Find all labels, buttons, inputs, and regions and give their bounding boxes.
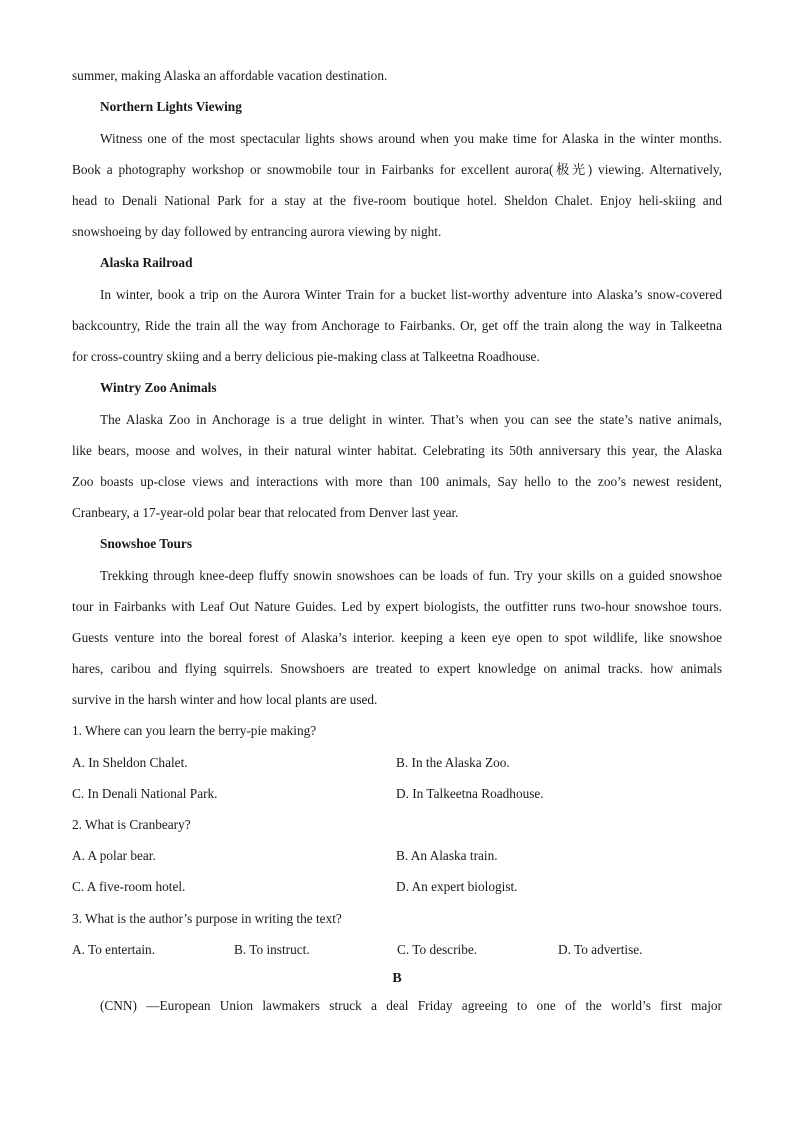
paragraph-line: Trekking through knee-deep fluffy snowin snowshoes can be loads of fun. Try your skills on a guided snowshoe — [100, 568, 722, 583]
question-3-option-d: D. To advertise. — [558, 942, 643, 957]
paragraph-line: for cross-country skiing and a berry delicious pie-making class at Talkeetna Roadhouse. — [72, 349, 540, 364]
question-2-option-c: C. A five-room hotel. — [72, 879, 186, 894]
paragraph-line: head to Denali National Park for a stay at the five-room boutique hotel. Sheldon Chalet. Enjoy heli-skiing and — [72, 193, 722, 208]
intro-tail-line: summer, making Alaska an affordable vacation destination. — [72, 68, 388, 83]
paragraph-line: Guests venture into the boreal forest of Alaska’s interior. keeping a keen eye open to spot wildlife, like snowshoe — [72, 630, 722, 645]
question-1-option-c: C. In Denali National Park. — [72, 786, 218, 801]
section-heading-snowshoe-tours: Snowshoe Tours — [100, 536, 193, 551]
paragraph-line: hares, caribou and flying squirrels. Snowshoers are treated to expert knowledge on animal tracks. how animals — [72, 661, 722, 676]
paragraph-line: backcountry, Ride the train all the way from Anchorage to Fairbanks. Or, get off the train along the way in Talkeetna — [72, 318, 722, 333]
question-1-option-d: D. In Talkeetna Roadhouse. — [396, 786, 544, 801]
section-heading-alaska-railroad: Alaska Railroad — [100, 255, 193, 270]
question-3-option-b: B. To instruct. — [234, 942, 310, 957]
paragraph-line: snowshoeing by day followed by entrancing aurora viewing by night. — [72, 224, 442, 239]
section-heading-northern-lights: Northern Lights Viewing — [100, 99, 242, 114]
section-b-first-line: (CNN) —European Union lawmakers struck a deal Friday agreeing to one of the world’s first major — [100, 998, 722, 1013]
question-2-option-b: B. An Alaska train. — [396, 848, 498, 863]
question-1-stem: 1. Where can you learn the berry-pie making? — [72, 723, 317, 738]
paragraph-line: Cranbeary, a 17-year-old polar bear that relocated from Denver last year. — [72, 505, 459, 520]
paragraph-line: like bears, moose and wolves, in their natural winter habitat. Celebrating its 50th anniversary this year, the Alaska — [72, 443, 722, 458]
question-2-option-d: D. An expert biologist. — [396, 879, 518, 894]
paragraph-line: In winter, book a trip on the Aurora Winter Train for a bucket list-worthy adventure into Alaska’s snow-covered — [100, 287, 722, 302]
paragraph-line: Witness one of the most spectacular lights shows around when you make time for Alaska in the winter months. — [100, 131, 722, 146]
paragraph-line: The Alaska Zoo in Anchorage is a true delight in winter. That’s when you can see the state’s native animals, — [100, 412, 722, 427]
question-1-option-a: A. In Sheldon Chalet. — [72, 755, 188, 770]
paragraph-line: Book a photography workshop or snowmobile tour in Fairbanks for excellent aurora(极光) viewing. Alternatively, — [72, 162, 722, 177]
question-3-option-a: A. To entertain. — [72, 942, 156, 957]
question-3-option-c: C. To describe. — [397, 942, 478, 957]
question-2-option-a: A. A polar bear. — [72, 848, 156, 863]
paragraph-line: Zoo boasts up-close views and interactions with more than 100 animals, Say hello to the zoo’s newest resident, — [72, 474, 722, 489]
question-2-stem: 2. What is Cranbeary? — [72, 817, 191, 832]
question-1-option-b: B. In the Alaska Zoo. — [396, 755, 510, 770]
paragraph-line: tour in Fairbanks with Leaf Out Nature Guides. Led by expert biologists, the outfitter runs two-hour snowshoe tours. — [72, 599, 722, 614]
question-3-stem: 3. What is the author’s purpose in writing the text? — [72, 911, 342, 926]
section-heading-wintry-zoo: Wintry Zoo Animals — [100, 380, 217, 395]
paragraph-line: survive in the harsh winter and how local plants are used. — [72, 692, 378, 707]
section-b-label: B — [392, 971, 402, 986]
